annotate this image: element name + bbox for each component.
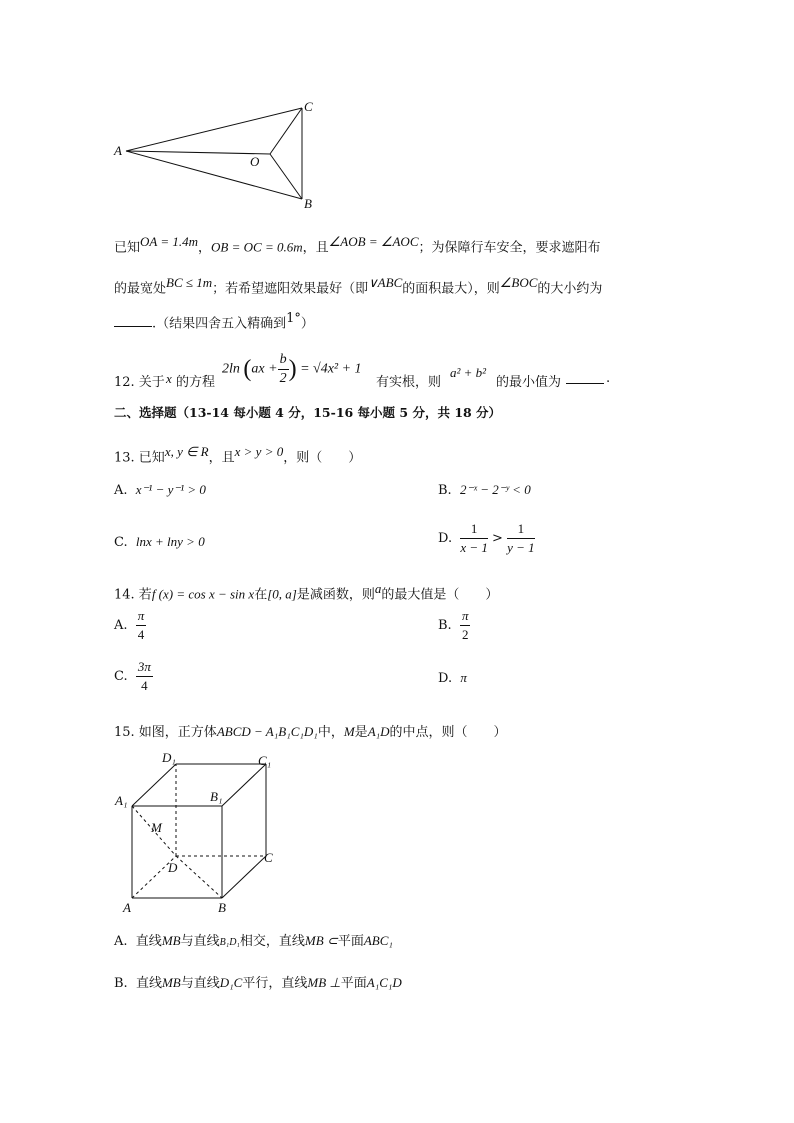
q15-stem: 15. 如图，正方体ABCD − A₁B₁C₁D₁中，M是A₁D的中点，则（ ） bbox=[114, 724, 507, 740]
answer-blank-11[interactable] bbox=[114, 314, 152, 327]
cube-label-D1: D₁ bbox=[162, 750, 176, 765]
cube-figure bbox=[110, 750, 290, 920]
edge-B1C1 bbox=[222, 764, 266, 806]
segment-OB bbox=[270, 154, 302, 199]
cube-label-D: D bbox=[168, 860, 178, 875]
edge-BC bbox=[222, 856, 266, 898]
label-C: C bbox=[304, 99, 313, 114]
q15-option-A[interactable]: A. 直线MB与直线B₁D₁相交，直线MB ⊂平面ABC₁ bbox=[114, 933, 393, 949]
edge-A1D1 bbox=[132, 764, 176, 806]
segment-AO bbox=[126, 151, 270, 154]
p11-line2: 的最宽处$^{BC \le 1m}$；若希望遮阳效果最好（即$^{\vee ABC}$的面积最大），则$^{\angle BOC}$的大小约为 bbox=[114, 275, 603, 297]
section-2-title: 二、选择题（13-14 每小题 4 分，15-16 每小题 5 分，共 18 分） bbox=[114, 405, 502, 420]
q13-stem: 13. 已知$^{x, y \in R}$，且$^{x > y > 0}$，则（ ） bbox=[114, 444, 362, 466]
q15-option-B[interactable]: B. 直线MB与直线D₁C平行，直线MB ⊥平面A₁C₁D bbox=[114, 975, 402, 991]
q14-option-C[interactable]: C. $\frac{3\pi}{4}$ bbox=[114, 659, 151, 693]
label-B: B bbox=[304, 196, 312, 211]
q14-option-D[interactable]: D. π bbox=[438, 670, 467, 686]
cube-label-B: B bbox=[218, 900, 226, 915]
p11-line3: .（结果四舍五入精确到$^{1^\circ}$） bbox=[114, 311, 314, 331]
cube-label-M: M bbox=[151, 820, 162, 835]
q13-option-C[interactable]: C. lnx + lny > 0 bbox=[114, 534, 205, 550]
q13-option-B[interactable]: B. 2⁻ˣ − 2⁻ʸ < 0 bbox=[438, 482, 531, 498]
label-A: A bbox=[114, 143, 122, 158]
segment-AB bbox=[126, 151, 302, 199]
q13-option-A[interactable]: A. x⁻¹ − y⁻¹ > 0 bbox=[114, 482, 206, 498]
cube-label-C1: C₁ bbox=[258, 753, 272, 768]
triangle-figure bbox=[110, 96, 330, 214]
cube-label-B1: B₁ bbox=[210, 789, 223, 804]
p11-line1: 已知$^{OA = 1.4m}$，OB = OC = 0.6m，且$^{\angle AOB = \angle AOC}$；为保障行车安全，要求遮阳布 bbox=[114, 234, 601, 256]
label-O: O bbox=[250, 154, 260, 169]
segment-DB-hidden bbox=[176, 856, 222, 898]
segment-AC bbox=[126, 108, 302, 151]
answer-blank-12[interactable] bbox=[566, 371, 604, 384]
cube-label-C: C bbox=[264, 850, 273, 865]
q13-option-D[interactable]: D. $\frac{1}{x - 1}$ > $\frac{1}{y - 1}$ bbox=[438, 521, 535, 555]
q14-option-B[interactable]: B. $\frac{\pi}{2}$ bbox=[438, 608, 469, 642]
q14-option-A[interactable]: A. $\frac{\pi}{4}$ bbox=[114, 608, 145, 642]
p12-equation: 2ln (ax + $\frac{b}{2}$ ) = √4x² + 1 bbox=[222, 352, 362, 386]
cube-label-A: A bbox=[123, 900, 131, 915]
cube-label-A1: A₁ bbox=[115, 793, 128, 808]
q14-stem: 14. 若f (x) = cos x − sin x在[0, a]是减函数，则$^a$的最大值是（ ） bbox=[114, 581, 499, 603]
